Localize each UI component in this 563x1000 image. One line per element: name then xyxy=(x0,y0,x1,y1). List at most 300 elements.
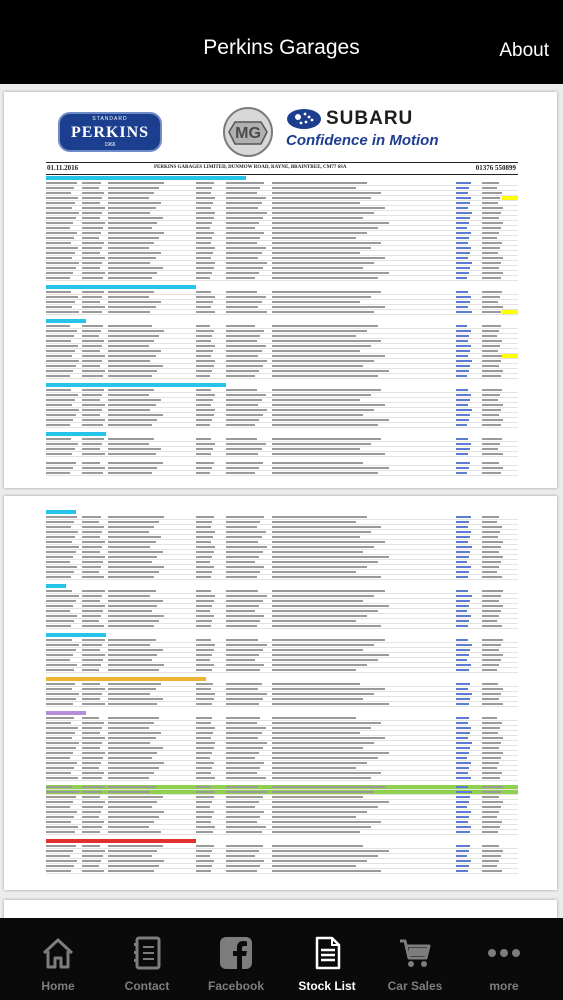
row-text-line xyxy=(482,277,501,279)
row-text-line xyxy=(196,777,215,779)
row-text-line xyxy=(108,516,164,518)
row-text-line xyxy=(82,237,99,239)
row-text-line xyxy=(196,605,212,607)
row-text-line xyxy=(82,737,105,739)
row-text-line xyxy=(272,767,356,769)
row-text-line xyxy=(196,546,215,548)
row-text-line xyxy=(482,345,500,347)
row-text-line xyxy=(226,816,260,818)
row-text-line xyxy=(82,202,100,204)
row-text-line xyxy=(196,688,211,690)
row-text-line xyxy=(272,669,356,671)
row-text-line xyxy=(82,472,103,474)
row-text-line xyxy=(108,855,152,857)
row-text-line xyxy=(82,855,103,857)
row-text-line xyxy=(108,698,163,700)
row-text-line xyxy=(226,296,266,298)
section-header-bar xyxy=(46,383,226,387)
row-text-line xyxy=(108,521,159,523)
row-text-line xyxy=(82,566,101,568)
row-text-line xyxy=(226,365,263,367)
row-text-line xyxy=(456,370,469,372)
row-text-line xyxy=(272,438,381,440)
row-text-line xyxy=(226,620,260,622)
row-text-line xyxy=(226,860,264,862)
row-text-line xyxy=(82,777,102,779)
row-text-line xyxy=(46,467,73,469)
row-text-line xyxy=(456,801,469,803)
row-text-line xyxy=(108,605,157,607)
row-text-line xyxy=(82,786,105,788)
row-text-line xyxy=(272,222,389,224)
price-highlight xyxy=(502,354,518,358)
row-text-line xyxy=(226,541,258,543)
row-text-line xyxy=(226,389,257,391)
row-text-line xyxy=(226,625,257,627)
row-text-line xyxy=(456,345,471,347)
tab-stock-list[interactable]: Stock List xyxy=(281,918,373,1000)
row-text-line xyxy=(482,703,503,705)
row-text-line xyxy=(272,698,363,700)
mg-logo xyxy=(222,106,274,158)
row-text-line xyxy=(196,571,212,573)
row-text-line xyxy=(82,370,105,372)
row-text-line xyxy=(46,590,72,592)
row-text-line xyxy=(482,467,503,469)
row-text-line xyxy=(82,639,105,641)
row-text-line xyxy=(82,546,102,548)
row-text-line xyxy=(46,845,76,847)
row-text-line xyxy=(46,462,76,464)
row-text-line xyxy=(46,752,73,754)
row-text-line xyxy=(482,870,502,872)
row-text-line xyxy=(482,767,497,769)
row-text-line xyxy=(46,394,78,396)
section-header-bar xyxy=(46,285,196,289)
row-text-line xyxy=(46,860,77,862)
row-text-line xyxy=(456,311,472,313)
stock-list-page-3 xyxy=(4,900,557,918)
stock-table-row xyxy=(46,471,518,476)
row-text-line xyxy=(108,448,161,450)
row-text-line xyxy=(456,217,470,219)
row-text-line xyxy=(108,453,156,455)
row-text-line xyxy=(108,683,161,685)
row-text-line xyxy=(108,551,163,553)
row-text-line xyxy=(482,693,501,695)
row-text-line xyxy=(272,399,360,401)
row-text-line xyxy=(456,424,467,426)
row-text-line xyxy=(226,649,263,651)
row-text-line xyxy=(482,389,502,391)
row-text-line xyxy=(108,644,150,646)
row-text-line xyxy=(46,546,79,548)
row-text-line xyxy=(272,257,385,259)
tab-home[interactable]: Home xyxy=(12,918,104,1000)
row-text-line xyxy=(46,232,77,234)
row-text-line xyxy=(196,816,212,818)
row-text-line xyxy=(108,796,163,798)
row-text-line xyxy=(82,207,105,209)
row-text-line xyxy=(272,777,371,779)
row-text-line xyxy=(482,187,497,189)
row-text-line xyxy=(46,767,74,769)
row-text-line xyxy=(46,404,72,406)
row-text-line xyxy=(456,404,468,406)
row-text-line xyxy=(482,472,501,474)
row-text-line xyxy=(108,409,150,411)
stock-table-row xyxy=(46,276,518,281)
row-text-line xyxy=(196,806,210,808)
row-text-line xyxy=(226,404,258,406)
row-text-line xyxy=(46,644,79,646)
row-text-line xyxy=(46,595,79,597)
row-text-line xyxy=(46,399,75,401)
row-text-line xyxy=(456,571,469,573)
row-text-line xyxy=(482,370,503,372)
row-text-line xyxy=(482,536,498,538)
row-text-line xyxy=(272,212,374,214)
row-text-line xyxy=(196,394,215,396)
row-text-line xyxy=(482,801,503,803)
row-text-line xyxy=(196,870,211,872)
row-text-line xyxy=(456,772,468,774)
row-text-line xyxy=(108,360,150,362)
dealer-logos xyxy=(50,106,520,158)
company-address: PERKINS GARAGES LIMITED, DUNMOW ROAD, RAYNE, BRAINTREE, CM77 6SA xyxy=(154,165,347,170)
row-text-line xyxy=(196,389,211,391)
row-text-line xyxy=(82,277,103,279)
row-text-line xyxy=(82,625,104,627)
row-text-line xyxy=(226,717,260,719)
row-text-line xyxy=(226,370,259,372)
row-text-line xyxy=(108,669,159,671)
row-text-line xyxy=(482,845,499,847)
row-text-line xyxy=(456,237,469,239)
row-text-line xyxy=(82,590,105,592)
row-text-line xyxy=(482,296,500,298)
row-text-line xyxy=(456,257,468,259)
row-text-line xyxy=(196,467,212,469)
row-text-line xyxy=(456,659,467,661)
row-text-line xyxy=(46,531,78,533)
row-text-line xyxy=(196,404,211,406)
row-text-line xyxy=(196,526,211,528)
tab-more[interactable]: more xyxy=(458,918,550,1000)
row-text-line xyxy=(108,786,156,788)
row-text-line xyxy=(108,576,154,578)
row-text-line xyxy=(482,732,498,734)
row-text-line xyxy=(272,639,385,641)
row-text-line xyxy=(82,772,104,774)
row-text-line xyxy=(196,345,215,347)
row-text-line xyxy=(482,551,499,553)
row-text-line xyxy=(272,811,367,813)
row-text-line xyxy=(226,737,258,739)
row-text-line xyxy=(196,865,212,867)
row-text-line xyxy=(456,669,469,671)
row-text-line xyxy=(482,247,500,249)
row-text-line xyxy=(272,590,385,592)
row-text-line xyxy=(82,192,104,194)
stock-table-row xyxy=(46,830,518,835)
row-text-line xyxy=(46,551,76,553)
stock-table-row xyxy=(46,383,518,387)
row-text-line xyxy=(108,237,159,239)
row-text-line xyxy=(226,757,255,759)
row-text-line xyxy=(226,521,260,523)
row-text-line xyxy=(482,757,501,759)
row-text-line xyxy=(226,526,257,528)
row-text-line xyxy=(226,531,266,533)
row-text-line xyxy=(482,742,501,744)
row-text-line xyxy=(196,472,210,474)
row-text-line xyxy=(46,340,71,342)
row-text-line xyxy=(46,605,73,607)
row-text-line xyxy=(82,762,101,764)
row-text-line xyxy=(456,620,469,622)
row-text-line xyxy=(482,192,502,194)
row-text-line xyxy=(482,424,501,426)
row-text-line xyxy=(456,791,472,793)
row-text-line xyxy=(196,443,215,445)
row-text-line xyxy=(46,796,76,798)
row-text-line xyxy=(196,252,213,254)
row-text-line xyxy=(108,272,157,274)
row-text-line xyxy=(456,526,468,528)
row-text-line xyxy=(46,571,74,573)
row-text-line xyxy=(82,796,100,798)
row-text-line xyxy=(272,644,374,646)
row-text-line xyxy=(108,546,150,548)
row-text-line xyxy=(456,850,469,852)
row-text-line xyxy=(46,717,74,719)
row-text-line xyxy=(456,664,471,666)
row-text-line xyxy=(82,752,105,754)
section-header-bar xyxy=(46,711,86,715)
stock-table-row xyxy=(46,374,518,379)
row-text-line xyxy=(226,590,258,592)
row-text-line xyxy=(108,625,154,627)
row-text-line xyxy=(46,267,76,269)
row-text-line xyxy=(272,732,360,734)
row-text-line xyxy=(272,242,381,244)
row-text-line xyxy=(108,192,154,194)
row-text-line xyxy=(46,222,73,224)
row-text-line xyxy=(46,252,75,254)
row-text-line xyxy=(482,688,503,690)
row-text-line xyxy=(456,625,468,627)
row-text-line xyxy=(272,551,363,553)
row-text-line xyxy=(108,850,157,852)
row-text-line xyxy=(108,325,152,327)
row-text-line xyxy=(108,365,163,367)
row-text-line xyxy=(196,747,214,749)
row-text-line xyxy=(456,438,468,440)
row-text-line xyxy=(108,737,156,739)
row-text-line xyxy=(196,796,214,798)
row-text-line xyxy=(456,590,468,592)
row-text-line xyxy=(272,762,367,764)
row-text-line xyxy=(46,620,74,622)
row-text-line xyxy=(82,865,99,867)
row-text-line xyxy=(456,576,468,578)
row-text-line xyxy=(482,546,501,548)
row-text-line xyxy=(46,182,77,184)
company-telephone: 01376 550899 xyxy=(475,164,516,172)
about-button[interactable]: About xyxy=(499,40,549,61)
row-text-line xyxy=(226,232,264,234)
row-text-line xyxy=(226,467,259,469)
row-text-line xyxy=(82,747,100,749)
row-text-line xyxy=(226,252,262,254)
tab-facebook[interactable]: Facebook xyxy=(190,918,282,1000)
row-text-line xyxy=(196,330,214,332)
row-text-line xyxy=(82,742,102,744)
row-text-line xyxy=(272,325,378,327)
row-text-line xyxy=(196,340,211,342)
perkins-logo: STANDARD PERKINS 1966 xyxy=(58,112,162,152)
row-text-line xyxy=(196,267,214,269)
row-text-line xyxy=(108,301,161,303)
row-text-line xyxy=(196,375,210,377)
stock-table-row xyxy=(46,776,518,781)
row-text-line xyxy=(108,242,154,244)
row-text-line xyxy=(196,409,215,411)
stock-table-row xyxy=(46,575,518,580)
row-text-line xyxy=(482,831,498,833)
row-text-line xyxy=(456,325,467,327)
row-text-line xyxy=(108,811,164,813)
tab-car-sales[interactable]: Car Sales xyxy=(369,918,461,1000)
row-text-line xyxy=(272,247,371,249)
row-text-line xyxy=(82,610,103,612)
row-text-line xyxy=(456,561,467,563)
row-text-line xyxy=(46,786,72,788)
row-text-line xyxy=(108,693,150,695)
row-text-line xyxy=(82,448,100,450)
row-text-line xyxy=(82,291,104,293)
row-text-line xyxy=(226,669,260,671)
row-text-line xyxy=(226,811,264,813)
row-text-line xyxy=(196,659,210,661)
row-text-line xyxy=(272,595,374,597)
row-text-line xyxy=(482,772,502,774)
row-text-line xyxy=(196,192,211,194)
row-text-line xyxy=(482,257,503,259)
row-text-line xyxy=(456,399,470,401)
section-header-bar xyxy=(46,839,196,843)
row-text-line xyxy=(196,762,214,764)
row-text-line xyxy=(482,659,501,661)
row-text-line xyxy=(456,409,472,411)
row-text-line xyxy=(82,806,103,808)
row-text-line xyxy=(456,683,470,685)
row-text-line xyxy=(226,291,257,293)
row-text-line xyxy=(226,654,259,656)
row-text-line xyxy=(456,242,468,244)
row-text-line xyxy=(226,615,264,617)
row-text-line xyxy=(226,747,263,749)
row-text-line xyxy=(482,595,501,597)
row-text-line xyxy=(82,311,102,313)
row-text-line xyxy=(82,443,102,445)
row-text-line xyxy=(108,732,161,734)
row-text-line xyxy=(108,615,164,617)
subaru-wordmark: SUBARU xyxy=(326,108,414,129)
section-header-bar xyxy=(46,510,76,514)
row-text-line xyxy=(46,197,78,199)
row-text-line xyxy=(196,222,212,224)
row-text-line xyxy=(226,330,264,332)
row-text-line xyxy=(272,757,378,759)
row-text-line xyxy=(272,424,378,426)
row-text-line xyxy=(482,350,498,352)
row-text-line xyxy=(226,227,255,229)
row-text-line xyxy=(272,688,385,690)
row-text-line xyxy=(456,860,471,862)
row-text-line xyxy=(226,576,257,578)
row-text-line xyxy=(196,242,211,244)
row-text-line xyxy=(46,659,70,661)
row-text-line xyxy=(196,272,212,274)
row-text-line xyxy=(82,453,105,455)
row-text-line xyxy=(82,350,100,352)
row-text-line xyxy=(272,394,371,396)
row-text-line xyxy=(456,649,470,651)
row-text-line xyxy=(196,182,214,184)
stock-list-document-viewer[interactable] xyxy=(0,84,563,918)
row-text-line xyxy=(456,644,472,646)
row-text-line xyxy=(82,669,99,671)
row-text-line xyxy=(196,207,211,209)
row-text-line xyxy=(482,182,499,184)
row-text-line xyxy=(196,227,210,229)
row-text-line xyxy=(456,767,469,769)
section-header-bar xyxy=(46,176,246,180)
stock-table-row xyxy=(46,869,518,874)
row-text-line xyxy=(46,227,70,229)
row-text-line xyxy=(82,242,104,244)
row-text-line xyxy=(108,438,154,440)
row-text-line xyxy=(46,443,78,445)
row-text-line xyxy=(108,375,152,377)
row-text-line xyxy=(456,414,470,416)
tab-bar xyxy=(0,918,563,1000)
row-text-line xyxy=(456,693,472,695)
row-text-line xyxy=(108,806,152,808)
row-text-line xyxy=(108,257,156,259)
row-text-line xyxy=(482,419,503,421)
row-text-line xyxy=(82,296,102,298)
row-text-line xyxy=(108,355,156,357)
row-text-line xyxy=(482,605,503,607)
row-text-line xyxy=(272,409,374,411)
row-text-line xyxy=(226,399,262,401)
row-text-line xyxy=(196,639,211,641)
section-header-bar xyxy=(46,677,206,681)
row-text-line xyxy=(272,448,360,450)
row-text-line xyxy=(226,277,255,279)
row-text-line xyxy=(82,757,103,759)
tab-contact[interactable]: Contact xyxy=(101,918,193,1000)
row-text-line xyxy=(482,576,502,578)
row-text-line xyxy=(82,526,104,528)
row-text-line xyxy=(482,796,499,798)
row-text-line xyxy=(482,306,503,308)
row-text-line xyxy=(46,683,75,685)
row-text-line xyxy=(456,811,471,813)
